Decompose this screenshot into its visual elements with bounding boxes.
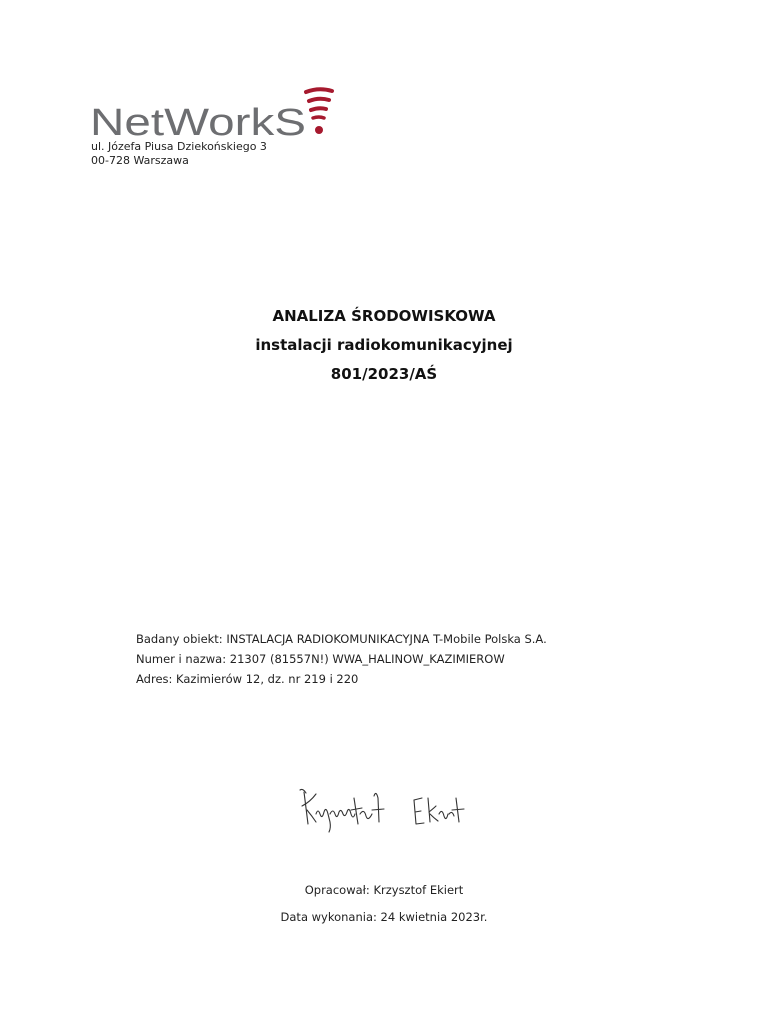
detail-number: Numer i nazwa: 21307 (81557N!) WWA_HALINOW_KAZIMIEROW [136, 652, 505, 666]
wifi-signal-icon [306, 89, 332, 118]
detail-address: Adres: Kazimierów 12, dz. nr 219 i 220 [136, 672, 359, 686]
document-footer [0, 877, 768, 931]
object-details [136, 629, 547, 689]
execution-date: Data wykonania: 24 kwietnia 2023r. [280, 910, 488, 924]
document-title [0, 302, 768, 389]
signal-dot-icon [315, 126, 323, 134]
address-street: ul. Józefa Piusa Dziekońskiego 3 [91, 140, 267, 153]
title-line-1: ANALIZA ŚRODOWISKOWA [272, 307, 496, 325]
logo-text: NetWorkS [90, 102, 306, 140]
company-address [91, 140, 267, 168]
handwritten-signature [296, 784, 476, 840]
networks-logo [90, 86, 340, 140]
address-city: 00-728 Warszawa [91, 154, 189, 167]
title-line-2: instalacji radiokomunikacyjnej [255, 336, 513, 354]
prepared-by: Opracował: Krzysztof Ekiert [304, 883, 464, 897]
detail-object: Badany obiekt: INSTALACJA RADIOKOMUNIKACYJNA T-Mobile Polska S.A. [136, 632, 547, 646]
title-line-3: 801/2023/AŚ [330, 365, 438, 383]
